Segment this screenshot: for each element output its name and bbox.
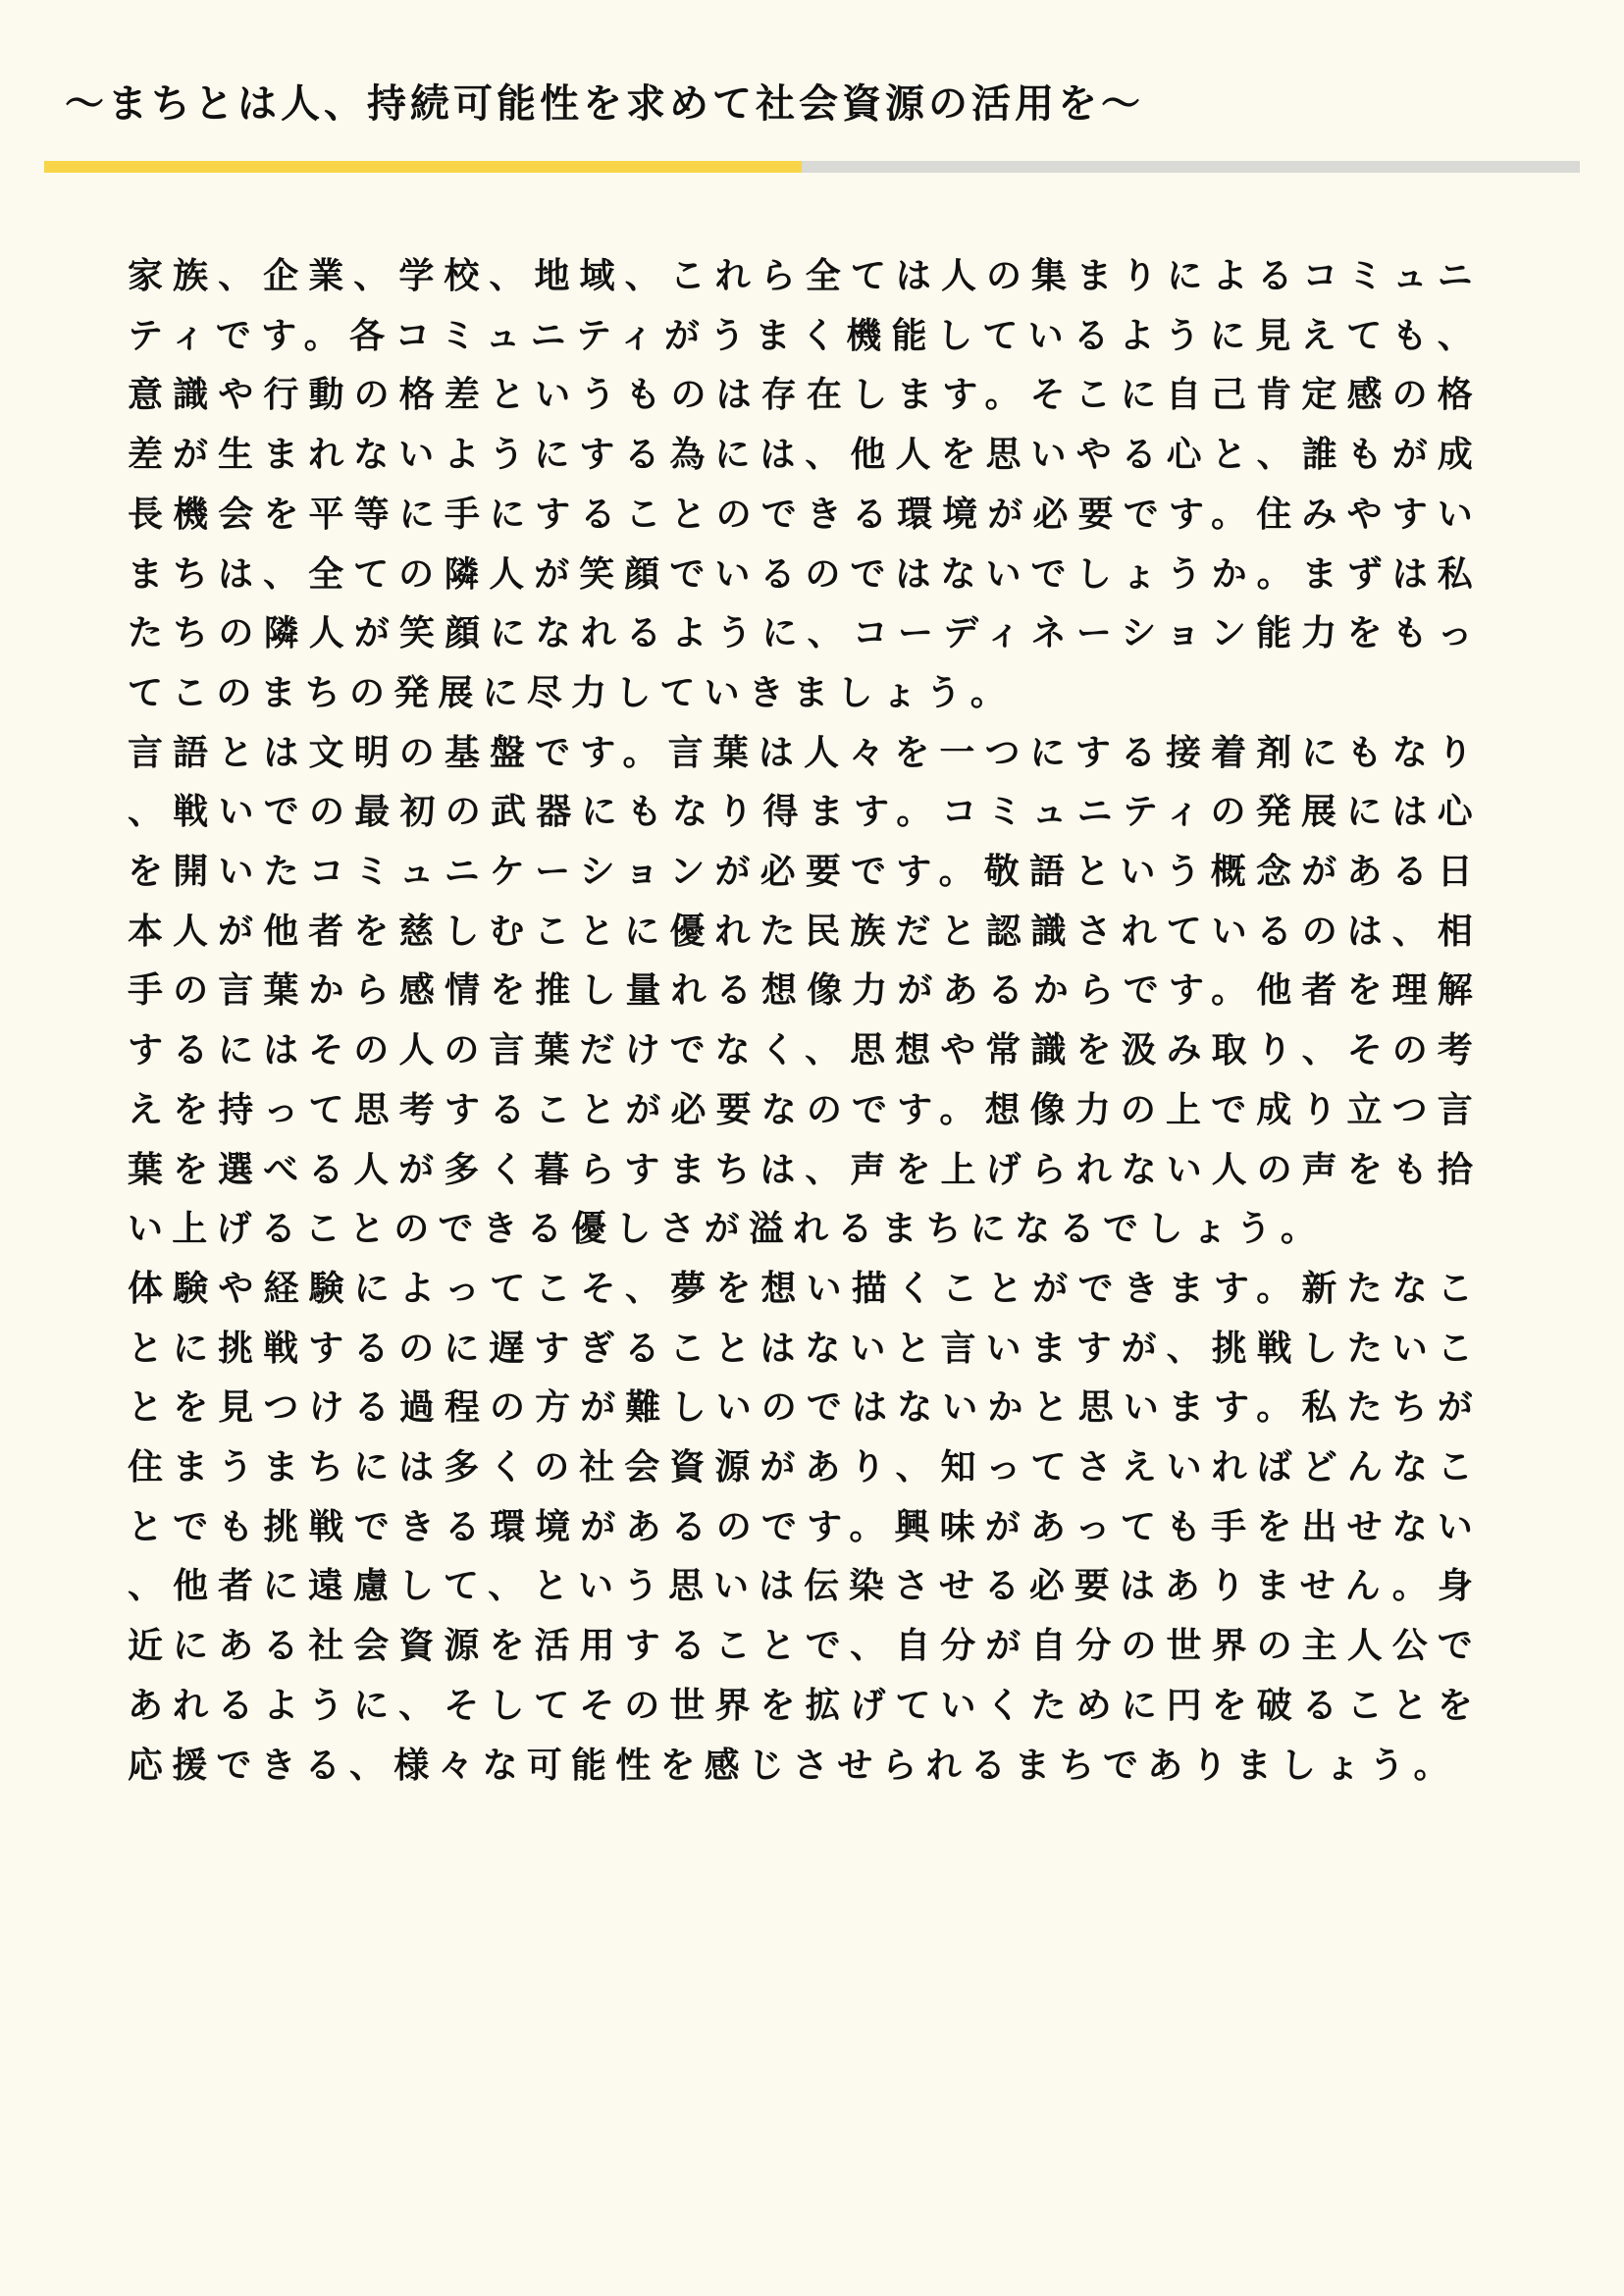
page-title: 〜まちとは人、持続可能性を求めて社会資源の活用を〜	[65, 81, 1144, 127]
title-underline-neutral	[802, 161, 1580, 173]
title-underline-accent	[44, 161, 802, 173]
paragraph-language: 言語とは文明の基盤です。言葉は人々を一つにする接着剤にもなり、戦いでの最初の武器にもなり得ます。コミュニティの発展には心を開いたコミュニケーションが必要です。敬語という概念がある日本人が他者を慈しむことに優れた民族だと認識されているのは、相手の言葉から感情を推し量れる想像力があるからです。他者を理解するにはその人の言葉だけでなく、思想や常識を汲み取り、その考えを持って思考することが必要なのです。想像力の上で成り立つ言葉を選べる人が多く暮らすまちは、声を上げられない人の声をも拾い上げることのできる優しさが溢れるまちになるでしょう。	[128, 732, 1482, 1250]
title-underline	[44, 161, 1580, 173]
paragraph-community: 家族、企業、学校、地域、これら全ては人の集まりによるコミュニティです。各コミュニティがうまく機能しているように見えても、意識や行動の格差というものは存在します。そこに自己肯定感の格差が生まれないようにする為には、他人を思いやる心と、誰もが成長機会を平等に手にすることのできる環境が必要です。住みやすいまちは、全ての隣人が笑顔でいるのではないでしょうか。まずは私たちの隣人が笑顔になれるように、コーディネーション能力をもってこのまちの発展に尽力していきましょう。	[128, 256, 1482, 713]
paragraph-experience: 体験や経験によってこそ、夢を想い描くことができます。新たなことに挑戦するのに遅すぎることはないと言いますが、挑戦したいことを見つける過程の方が難しいのではないかと思います。私たちが住まうまちには多くの社会資源があり、知ってさえいればどんなことでも挑戦できる環境があるのです。興味があっても手を出せない、他者に遠慮して、という思いは伝染させる必要はありません。身近にある社会資源を活用することで、自分が自分の世界の主人公であれるように、そしてその世界を拡げていくために円を破ることを応援できる、様々な可能性を感じさせられるまちでありましょう。	[128, 1268, 1482, 1786]
body-text	[128, 247, 1482, 1796]
